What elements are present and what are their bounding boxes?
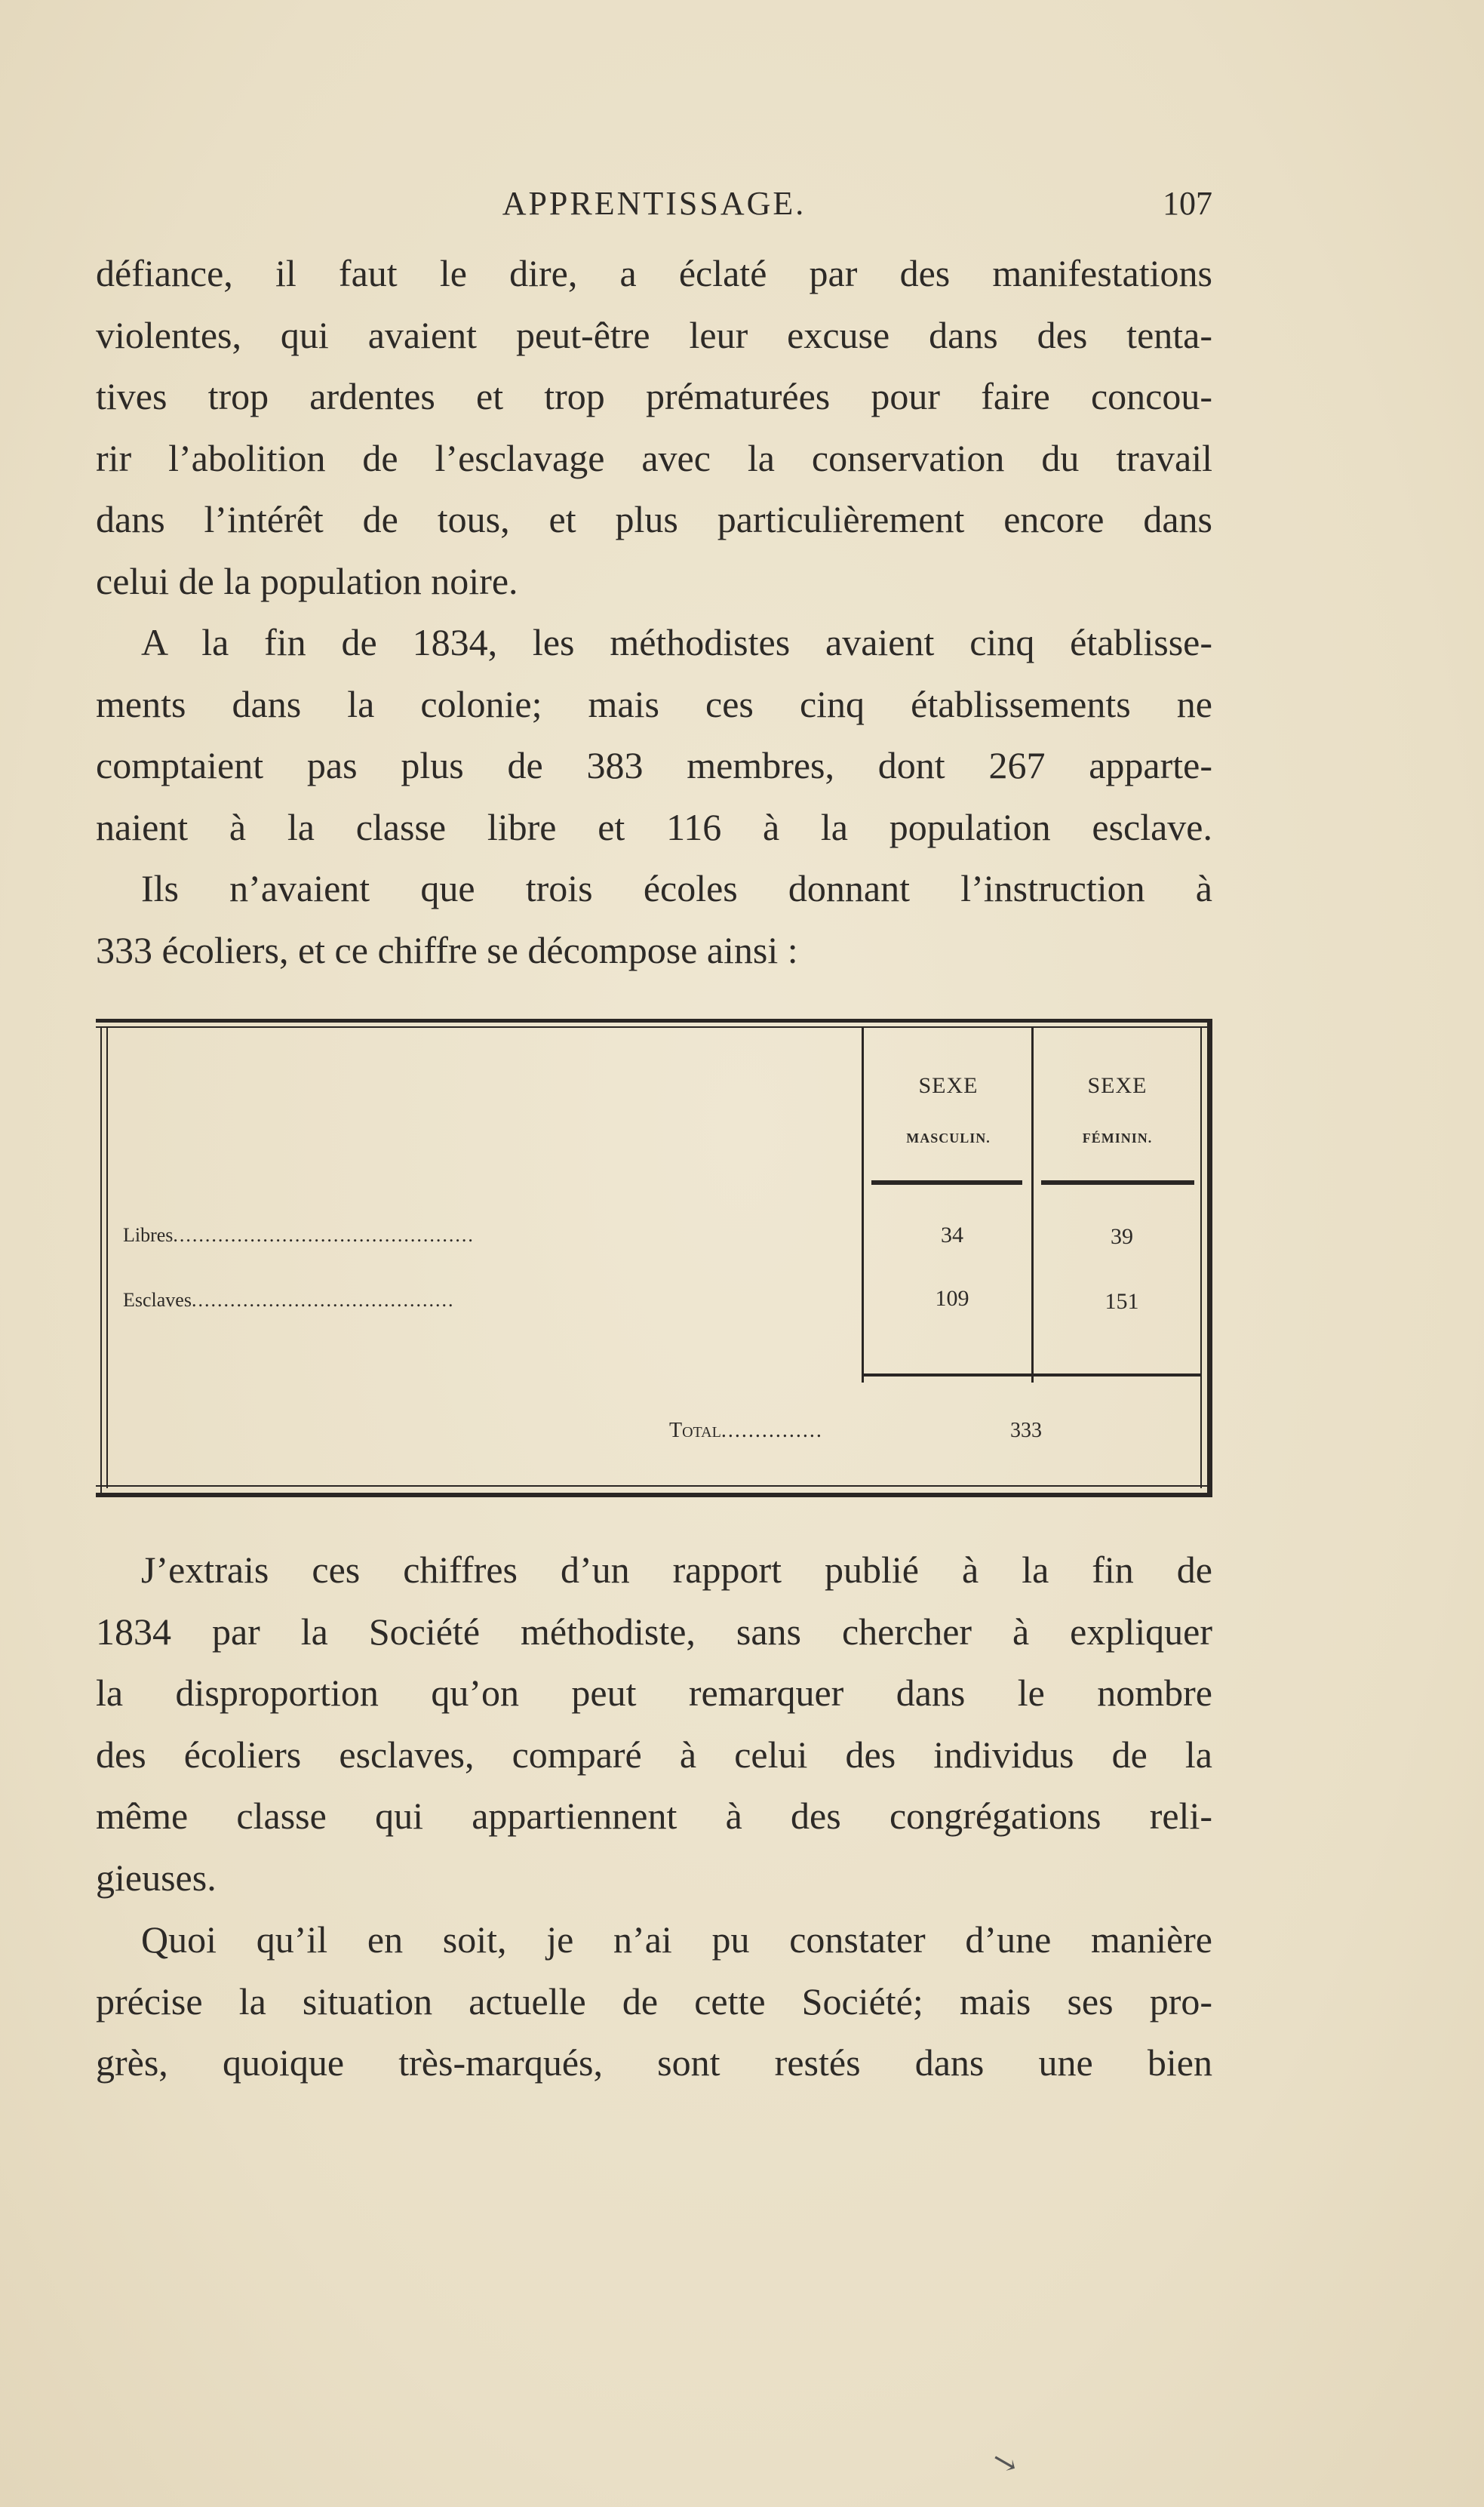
- total-value: 333: [1010, 1419, 1042, 1442]
- paragraph-3: [96, 858, 1212, 981]
- paragraph-2: [96, 612, 1212, 858]
- table-border-right: [1207, 1019, 1212, 1497]
- text-line: précise la situation actuelle de cette Société; mais ses pro-: [96, 1979, 1212, 2023]
- header-rule: [871, 1180, 1022, 1185]
- paragraph-1: [96, 243, 1212, 612]
- table-border-bottom: [96, 1493, 1212, 1497]
- row-label-libres: [123, 1224, 475, 1247]
- row-label-esclaves: [123, 1289, 454, 1312]
- text-line: rir l’abolition de l’esclavage avec la conservation du travail: [96, 436, 1212, 479]
- text-line: dans l’intérêt de tous, et plus particulièrement encore dans: [96, 498, 1212, 540]
- paragraph-5: [96, 1909, 1212, 2094]
- table-border-top-inner: [96, 1026, 1212, 1028]
- text-line: violentes, qui avaient peut-être leur excuse dans des tenta-: [96, 313, 1212, 356]
- running-title: APPRENTISSAGE.: [502, 185, 807, 222]
- text-line: grès, quoique très-marqués, sont restés dans une bien: [96, 2041, 1212, 2084]
- statistics-table: [96, 1019, 1212, 1500]
- leader-dots: ...............: [720, 1419, 823, 1442]
- text-line: des écoliers esclaves, comparé à celui des individus de la: [96, 1733, 1212, 1776]
- text-line: A la fin de 1834, les méthodistes avaient cinq établisse-: [141, 621, 1212, 663]
- ink-mark: →: [985, 2441, 1025, 2484]
- column-divider: [862, 1028, 864, 1383]
- cell-esclaves-masculin: 109: [935, 1286, 969, 1311]
- body-bottom-rule: [862, 1373, 1202, 1377]
- text-line: celui de la population noire.: [96, 559, 518, 602]
- table-border-bottom-inner: [96, 1485, 1212, 1487]
- text-line: la disproportion qu’on peut remarquer dans le nombre: [96, 1672, 1212, 1714]
- running-header: [96, 184, 1212, 229]
- text-line: Ils n’avaient que trois écoles donnant l’instruction à: [141, 867, 1212, 909]
- text-line: naient à la classe libre et 116 à la population esclave.: [96, 805, 1212, 848]
- table-border-left: [100, 1026, 102, 1493]
- page-number: 107: [1163, 185, 1212, 222]
- table-border-left-inner: [106, 1026, 108, 1488]
- text-line: ments dans la colonie; mais ces cinq établissements ne: [96, 682, 1212, 725]
- cell-libres-feminin: 39: [1111, 1224, 1133, 1249]
- text-line: comptaient pas plus de 383 membres, dont 267 apparte-: [96, 744, 1212, 786]
- text-line: 1834 par la Société méthodiste, sans chercher à expliquer: [96, 1610, 1212, 1653]
- header-rule: [1041, 1180, 1194, 1185]
- text-line: gieuses.: [96, 1856, 217, 1899]
- col-header-masculin-line1: SEXE: [918, 1073, 979, 1098]
- total-row: [669, 1419, 823, 1443]
- row-label-text: Libres: [123, 1224, 174, 1246]
- col-header-feminin-line2: FÉMININ.: [1082, 1130, 1153, 1146]
- col-header-masculin-line2: MASCULIN.: [906, 1130, 991, 1146]
- leader-dots: ...............................................: [173, 1224, 475, 1246]
- col-header-feminin-line1: SEXE: [1087, 1073, 1148, 1098]
- text-line: tives trop ardentes et trop prématurées pour faire concou-: [96, 375, 1212, 417]
- text-line: Quoi qu’il en soit, je n’ai pu constater d’une manière: [141, 1918, 1212, 1961]
- paragraph-4: [96, 1540, 1212, 1909]
- cell-libres-masculin: 34: [941, 1223, 963, 1247]
- text-line: même classe qui appartiennent à des congrégations reli-: [96, 1795, 1212, 1837]
- leader-dots: .........................................: [191, 1289, 455, 1311]
- cell-esclaves-feminin: 151: [1105, 1289, 1139, 1314]
- table-border-top: [96, 1019, 1212, 1023]
- text-line: 333 écoliers, et ce chiffre se décompose ainsi :: [96, 928, 798, 971]
- total-label: Total: [669, 1419, 721, 1442]
- text-line: J’extrais ces chiffres d’un rapport publié à la fin de: [141, 1549, 1212, 1591]
- text-line: défiance, il faut le dire, a éclaté par des manifestations: [96, 252, 1212, 294]
- row-label-text: Esclaves: [123, 1289, 192, 1311]
